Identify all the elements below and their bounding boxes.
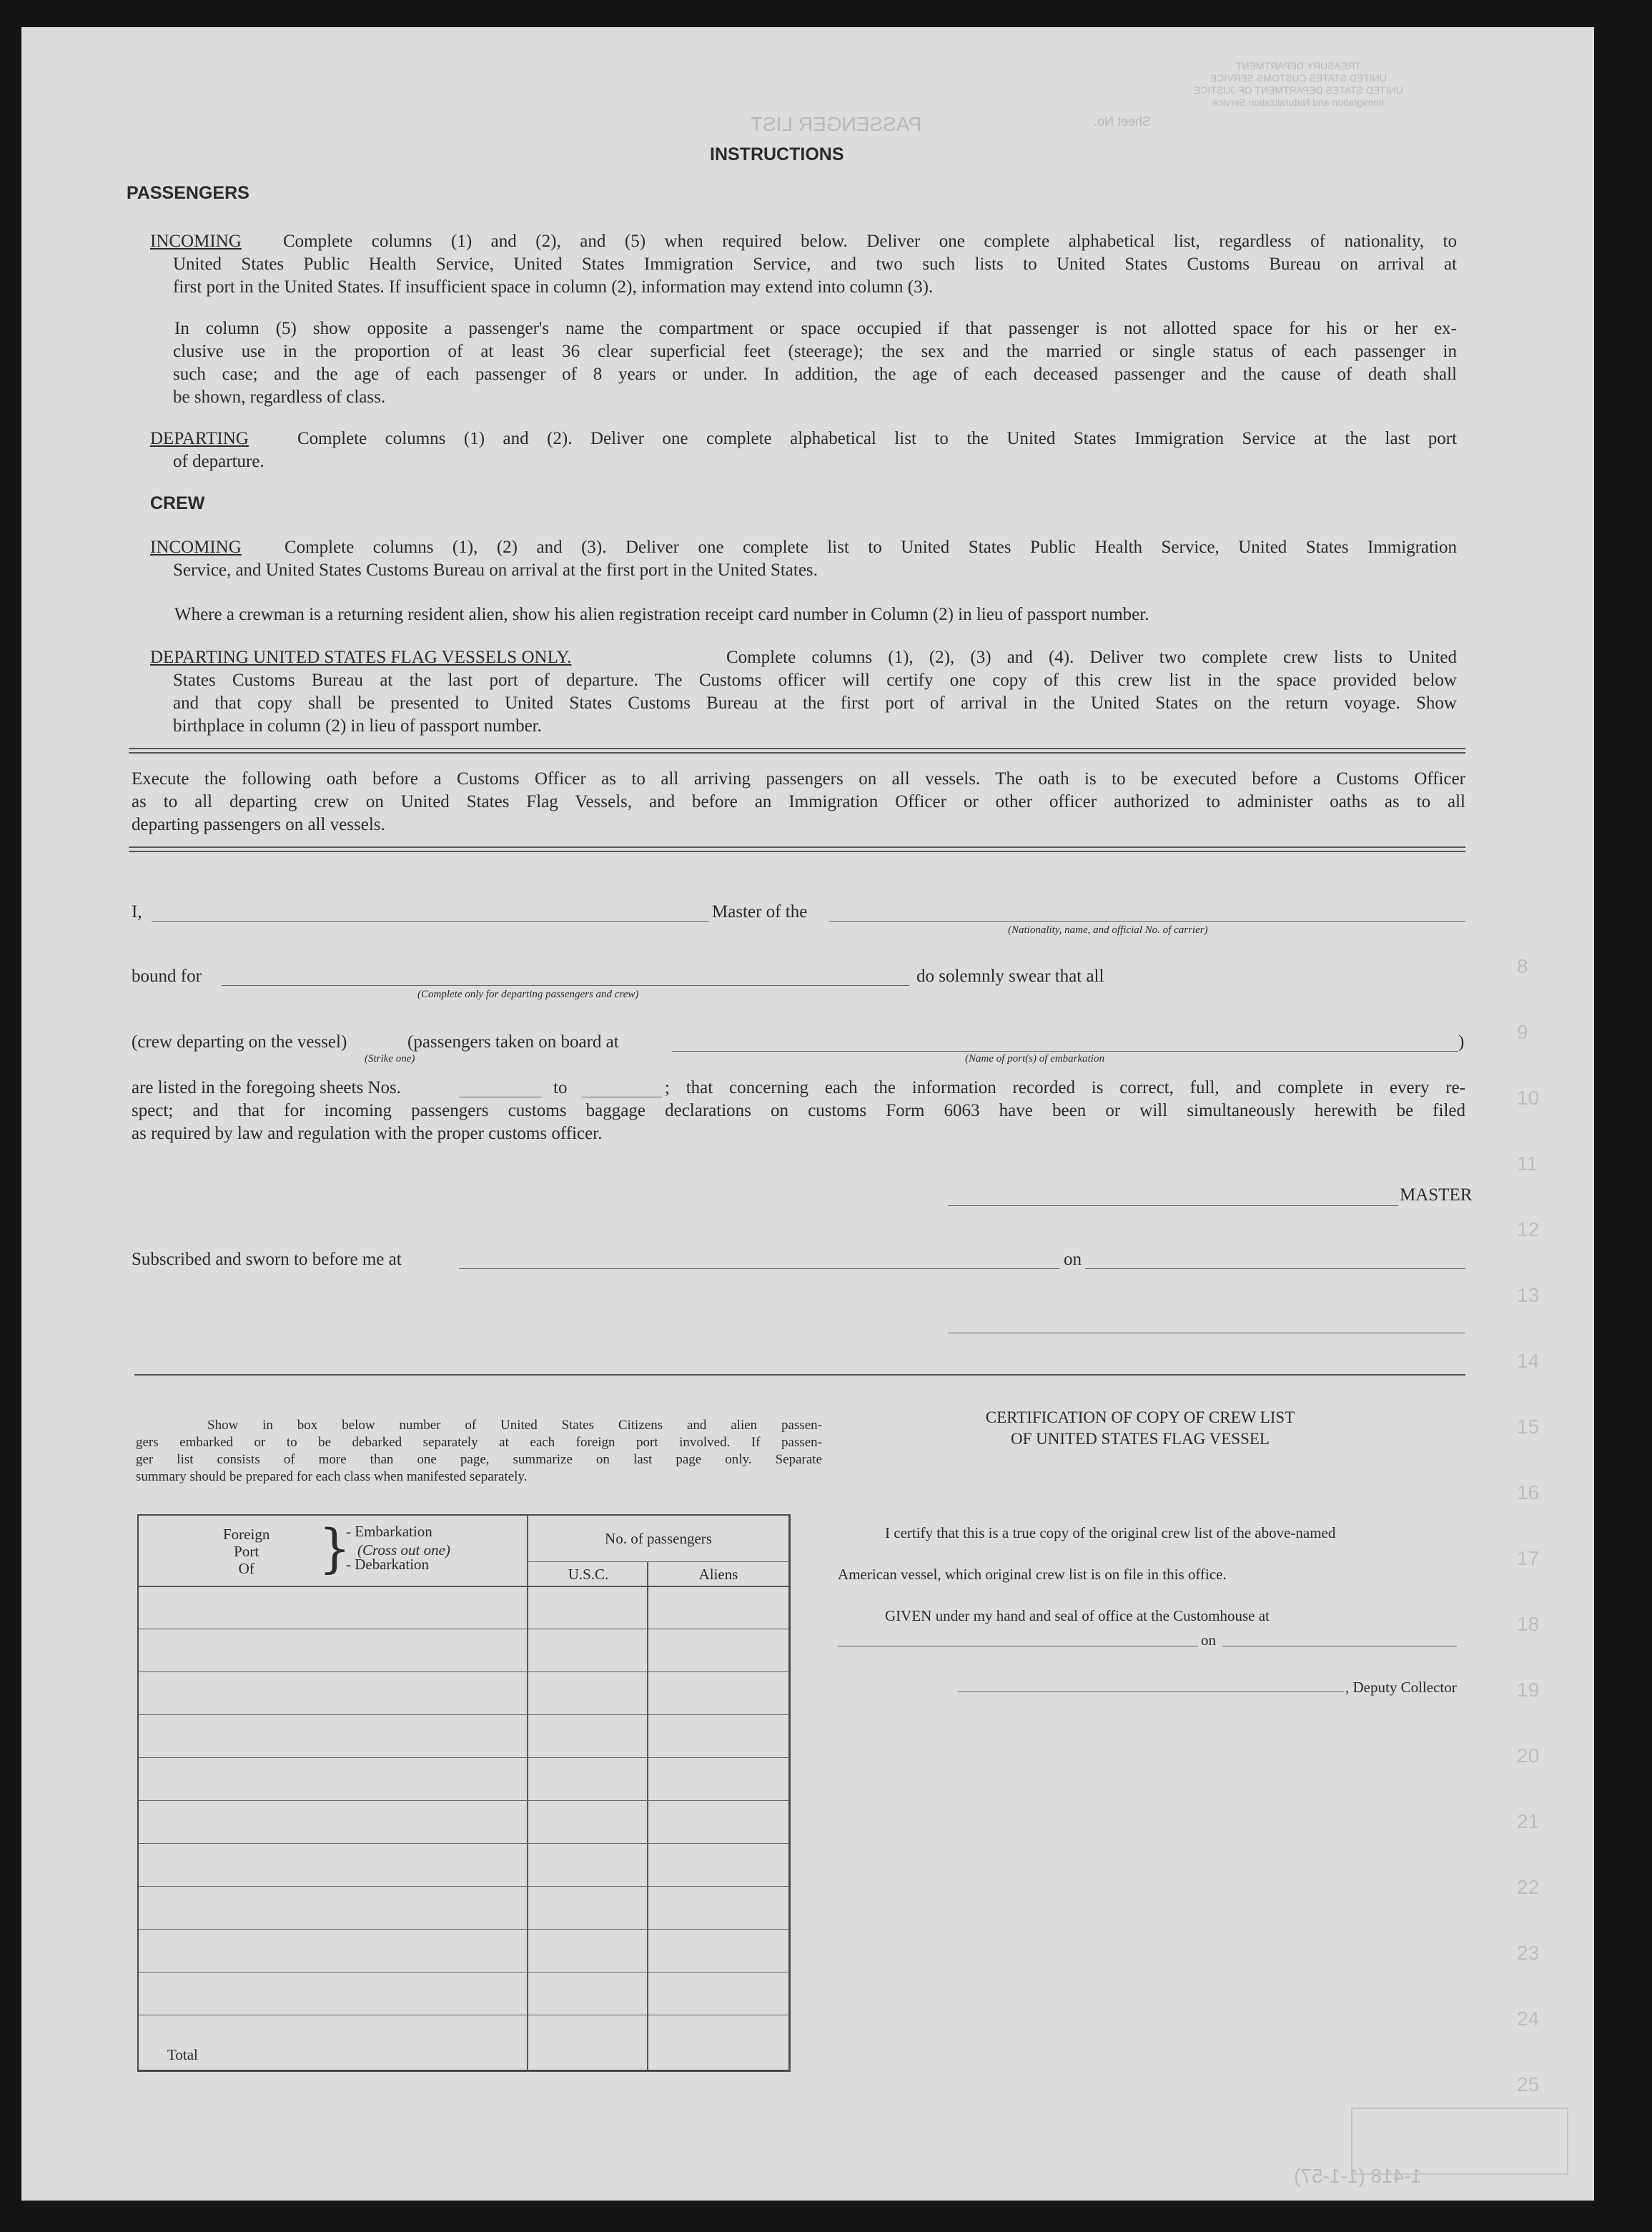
faint-row-number: 10 — [1517, 1087, 1540, 1109]
listed-text: ; that concerning each the information recorded is correct, full, and complete in every re- — [665, 1078, 1465, 1097]
form-reverse-page — [21, 27, 1594, 2201]
faint-row-number: 9 — [1517, 1021, 1528, 1043]
carrier-caption: (Nationality, name, and official No. of carrier) — [1008, 924, 1208, 936]
agency-line: UNITED STATES DEPARTMENT OF JUSTICE — [1194, 84, 1403, 96]
instruction-text: such case; and the age of each passenger of 8 years or under. In addition, the age of each deceased passenger and the cause of death shall — [173, 365, 1457, 384]
faint-row-number: 12 — [1517, 1218, 1540, 1240]
instruction-text: Complete columns (1), (2) and (3). Deliver one complete list to United States Public Health Service, United States Immigration — [285, 538, 1457, 557]
master-of-the-label: Master of the — [712, 902, 808, 922]
close-paren: ) — [1458, 1032, 1465, 1052]
faint-row-number: 23 — [1517, 1942, 1540, 1964]
faint-row-number: 15 — [1517, 1416, 1540, 1438]
faint-row-number: 21 — [1517, 1810, 1540, 1832]
certify-text: American vessel, which original crew list is on file in this office. — [838, 1566, 1227, 1583]
carrier-field[interactable] — [829, 921, 1465, 922]
bleed-agency-header — [1194, 60, 1403, 109]
passengers-incoming-label: INCOMING — [150, 232, 242, 251]
table-row[interactable] — [139, 1843, 789, 1844]
certify-text: I certify that this is a true copy of the original crew list of the above-named — [885, 1524, 1336, 1541]
bound-for-caption: (Complete only for departing passengers and crew) — [417, 989, 639, 1000]
crew-departing-option[interactable]: (crew departing on the vessel) — [132, 1032, 347, 1052]
oath-intro-text: as to all departing crew on United States Flag Vessels, and before an Immigration Officer or other officer authorized to administer oaths as to all — [132, 792, 1465, 811]
listed-to-label: to — [553, 1078, 568, 1097]
table-row[interactable] — [139, 1886, 789, 1887]
oath-intro-text: Execute the following oath before a Customs Officer as to all arriving passengers on all vessels. The oath is to be executed before a Customs Officer — [132, 769, 1465, 789]
instruction-text: In column (5) show opposite a passenger's name the compartment or space occupied if that passenger is not allotted space for his or her ex- — [174, 319, 1457, 338]
agency-line: Immigration and Naturalization Service — [1212, 97, 1385, 108]
no-of-passengers-label: No. of passengers — [605, 1530, 712, 1547]
instructions-title: INSTRUCTIONS — [710, 144, 844, 164]
table-divider — [647, 1561, 648, 2070]
instruction-text: birthplace in column (2) in lieu of passport number. — [173, 716, 542, 736]
faint-row-number: 13 — [1517, 1284, 1540, 1306]
faint-row-number: 20 — [1517, 1744, 1540, 1767]
faint-row-number: 17 — [1517, 1547, 1540, 1569]
master-signature-field[interactable] — [948, 1205, 1398, 1206]
deputy-collector-label: , Deputy Collector — [1345, 1679, 1457, 1696]
foreign-word: Foreign — [223, 1526, 270, 1543]
instruction-text: first port in the United States. If insufficient space in column (2), information may extend into column (3). — [173, 277, 934, 297]
bound-for-field[interactable] — [222, 985, 909, 986]
faint-row-number: 8 — [1517, 955, 1528, 977]
listed-text: as required by law and regulation with the proper customs officer. — [132, 1124, 603, 1143]
faint-row-number: 16 — [1517, 1481, 1540, 1503]
section-divider — [129, 752, 1465, 754]
faint-row-number: 19 — [1517, 1679, 1540, 1701]
instruction-text: and that copy shall be presented to United States Customs Bureau at the first port of arrival in the United States on the return voyage. Show — [173, 693, 1457, 713]
section-divider — [134, 1374, 1465, 1376]
instruction-text: of departure. — [173, 452, 264, 471]
bleed-form-number: 1-418 (1-1-57) — [1294, 2165, 1422, 2187]
table-row[interactable] — [139, 1671, 789, 1672]
bleed-sheet-no: Sheet No. — [1094, 114, 1152, 129]
summary-table — [137, 1514, 791, 2072]
instruction-text: Complete columns (1) and (2), and (5) when required below. Deliver one complete alphabetical list, regardless of nationality, to — [283, 232, 1457, 251]
faint-row-number: 25 — [1517, 2073, 1540, 2095]
listed-text: are listed in the foregoing sheets Nos. — [132, 1078, 401, 1097]
summary-intro — [136, 1417, 822, 1486]
table-divider — [527, 1561, 790, 1562]
given-text: GIVEN under my hand and seal of office at the Customhouse at — [885, 1607, 1270, 1624]
section-divider — [129, 851, 1465, 852]
bleed-stamp-box — [1351, 2108, 1568, 2175]
summary-intro-line: gers embarked or to be debarked separately at each foreign port involved. If passen- — [136, 1435, 822, 1450]
aliens-label: Aliens — [698, 1566, 738, 1583]
instruction-text: United States Public Health Service, United States Immigration Service, and two such lists to United States Customs Bureau on arrival at — [173, 255, 1457, 274]
instruction-text: States Customs Bureau at the last port of departure. The Customs officer will certify one copy of this crew list in the space provided below — [173, 671, 1457, 690]
foreign-port-label — [223, 1526, 269, 1577]
table-row[interactable] — [139, 1714, 789, 1715]
crew-departing-label: DEPARTING UNITED STATES FLAG VESSELS ONLY. — [150, 648, 572, 667]
instruction-text: Complete columns (1) and (2). Deliver one complete alphabetical list to the United States Immigration Service at the last port — [297, 429, 1457, 448]
passengers-taken-option[interactable]: (passengers taken on board at — [407, 1032, 619, 1052]
subscribed-date-field[interactable] — [1085, 1268, 1465, 1269]
table-row[interactable] — [139, 1929, 789, 1930]
table-divider — [139, 1586, 789, 1587]
crew-incoming-label: INCOMING — [150, 538, 242, 557]
summary-intro-line: summary should be prepared for each class when manifested separately. — [136, 1469, 528, 1484]
agency-line: TREASURY DEPARTMENT — [1235, 60, 1361, 71]
instruction-text: Service, and United States Customs Bureau on arrival at the first port in the United States. — [173, 561, 818, 580]
embarkation-option[interactable]: - Embarkation — [346, 1523, 432, 1540]
section-divider — [129, 748, 1465, 749]
instruction-text: Complete columns (1), (2), (3) and (4). Deliver two complete crew lists to United — [726, 648, 1457, 667]
faint-row-number: 24 — [1517, 2008, 1540, 2030]
passengers-heading: PASSENGERS — [127, 183, 249, 203]
subscribed-label: Subscribed and sworn to before me at — [132, 1250, 402, 1269]
master-name-field[interactable] — [152, 921, 709, 922]
table-divider — [527, 1516, 528, 2070]
subscribed-place-field[interactable] — [459, 1268, 1059, 1269]
swear-label: do solemnly swear that all — [916, 967, 1104, 986]
crewman-note: Where a crewman is a returning resident alien, show his alien registration receipt card number in Column (2) in lieu of passport number. — [174, 605, 1149, 624]
oath-intro-text: departing passengers on all vessels. — [132, 815, 385, 834]
master-label: MASTER — [1400, 1185, 1473, 1205]
subscribed-on-label: on — [1064, 1250, 1082, 1269]
total-label: Total — [167, 2046, 198, 2063]
passengers-departing-label: DEPARTING — [150, 429, 249, 448]
table-row[interactable] — [139, 1800, 789, 1801]
of-word: Of — [238, 1560, 254, 1577]
crew-heading: CREW — [150, 493, 205, 513]
cross-out-caption: (Cross out one) — [357, 1541, 450, 1559]
oath-i-label: I, — [132, 902, 142, 922]
summary-intro-line: Show in box below number of United States Citizens and alien passen- — [207, 1418, 822, 1433]
bleed-form-title: PASSENGER LIST — [751, 113, 922, 135]
usc-label: U.S.C. — [568, 1566, 609, 1583]
agency-line: UNITED STATES CUSTOMS SERVICE — [1210, 72, 1387, 84]
strike-one-caption: (Strike one) — [365, 1053, 415, 1065]
ports-caption: (Name of port(s) of embarkation — [965, 1053, 1104, 1065]
ports-field[interactable] — [672, 1051, 1458, 1052]
certification-title-line: OF UNITED STATES FLAG VESSEL — [1011, 1430, 1270, 1448]
listed-text: spect; and that for incoming passengers customs baggage declarations on customs Form 6063 have been or will simultaneously herewith be filed — [132, 1101, 1465, 1120]
faint-row-number: 11 — [1517, 1152, 1538, 1175]
summary-intro-line: ger list consists of more than one page, summarize on last page only. Separate — [136, 1452, 822, 1467]
instruction-text: be shown, regardless of class. — [173, 387, 386, 407]
certification-title — [951, 1407, 1330, 1450]
instruction-text: clusive use in the proportion of at least 36 clear superficial feet (steerage); the sex and the married or single status of each passenger in — [173, 342, 1457, 361]
bound-for-label: bound for — [132, 967, 202, 986]
section-divider — [129, 846, 1465, 848]
brace-icon: } — [319, 1517, 351, 1580]
faint-row-number: 18 — [1517, 1613, 1540, 1635]
faint-row-number: 22 — [1517, 1876, 1540, 1898]
faint-row-number: 14 — [1517, 1350, 1540, 1372]
table-row[interactable] — [139, 1757, 789, 1758]
certification-title-line: CERTIFICATION OF COPY OF CREW LIST — [985, 1408, 1295, 1426]
certification-on-label: on — [1201, 1631, 1216, 1649]
debarkation-option[interactable]: - Debarkation — [346, 1556, 430, 1573]
port-word: Port — [234, 1543, 259, 1560]
